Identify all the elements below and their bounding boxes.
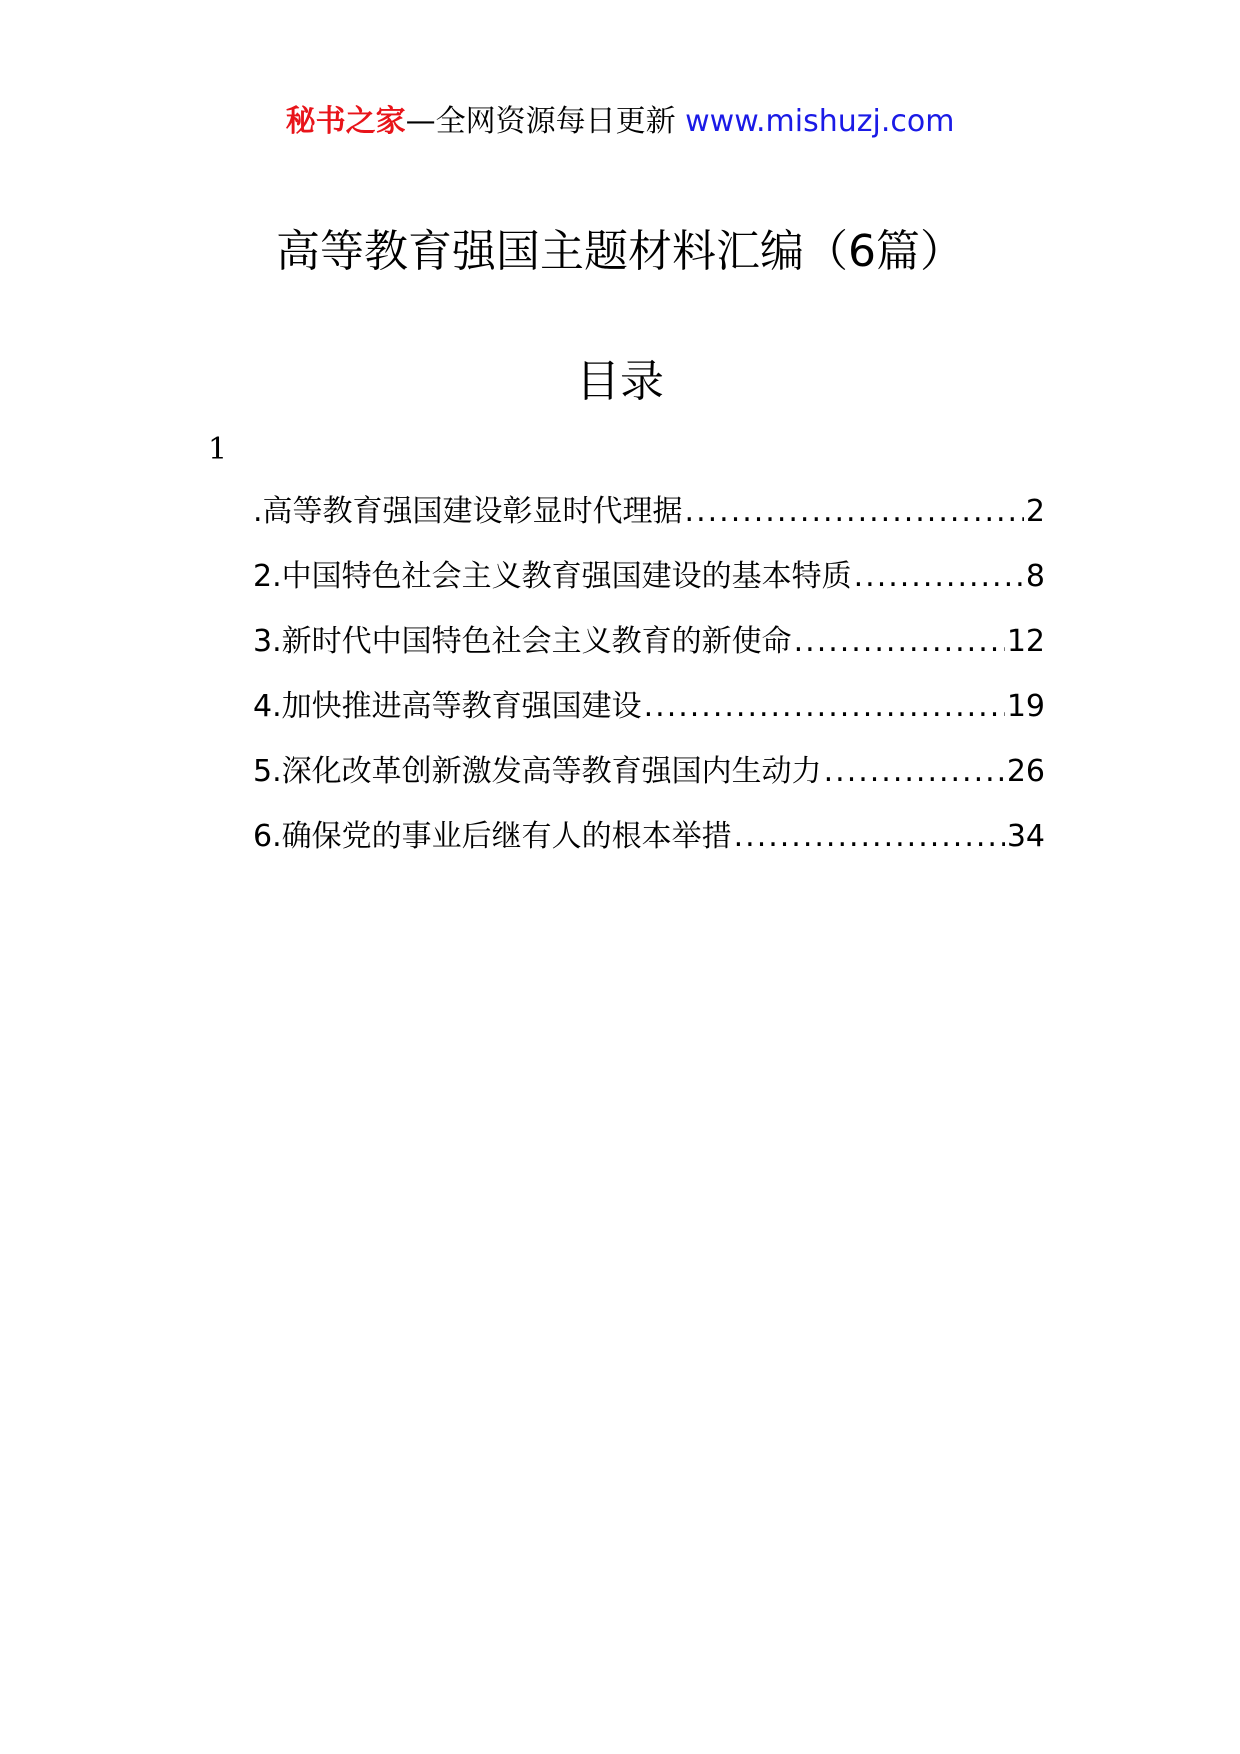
toc-leader-dots [685,490,1024,534]
toc-leader-dots [734,815,1005,859]
toc-entry-title: 4.加快推进高等教育强国建设 [253,689,642,724]
site-header [0,100,1240,144]
toc-entry[interactable] [253,555,1045,620]
toc-entry-page: 12 [1006,624,1045,659]
toc-entry-title: .高等教育强国建设彰显时代理据 [253,494,683,529]
toc-entry-page: 34 [1006,819,1045,854]
toc-entry[interactable] [253,815,1045,880]
table-of-contents [253,490,1045,880]
toc-leader-dots [824,750,1005,794]
toc-leader-dots [854,555,1024,599]
toc-entry[interactable] [253,490,1045,555]
toc-entry-title: 2.中国特色社会主义教育强国建设的基本特质 [253,559,852,594]
toc-entry[interactable] [253,620,1045,685]
toc-heading: 目录 [576,356,664,407]
toc-entry[interactable] [253,685,1045,750]
toc-entry-page: 8 [1025,559,1045,594]
toc-entry-title: 3.新时代中国特色社会主义教育的新使命 [253,624,792,659]
toc-leader-dots [794,620,1005,664]
document-title: 高等教育强国主题材料汇编（6篇） [276,226,964,277]
site-slogan: —全网资源每日更新 [405,104,676,139]
brand-name: 秘书之家 [285,104,406,139]
toc-entry[interactable] [253,750,1045,815]
toc-entry-title: 6.确保党的事业后继有人的根本举措 [253,819,732,854]
site-url[interactable]: www.mishuzj.com [685,104,955,139]
toc-entry-page: 2 [1025,494,1045,529]
stray-page-number: 1 [208,432,228,467]
toc-leader-dots [644,685,1005,729]
toc-entry-page: 26 [1006,754,1045,789]
toc-entry-page: 19 [1006,689,1045,724]
toc-entry-title: 5.深化改革创新激发高等教育强国内生动力 [253,754,822,789]
